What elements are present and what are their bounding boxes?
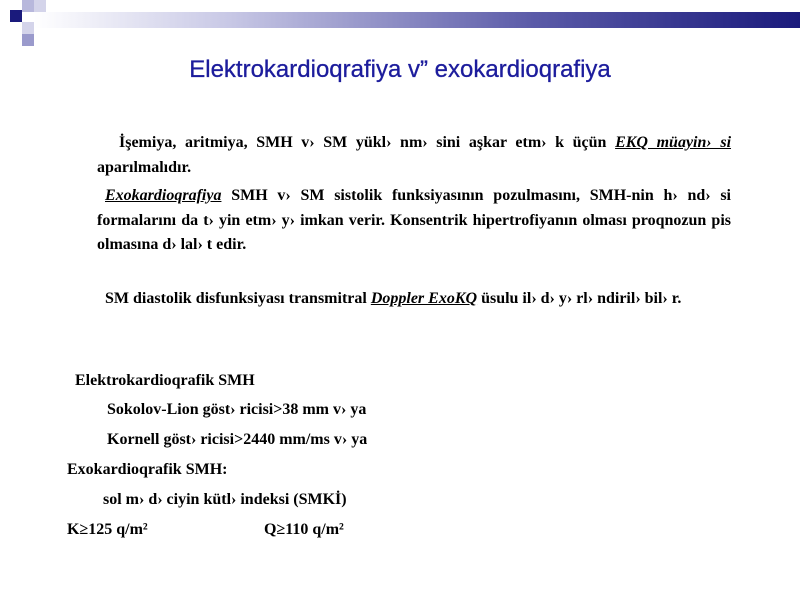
line-kornell: Kornell göst› ricisi>2440 mm/ms v› ya bbox=[107, 431, 368, 448]
term-exokardioqrafiya: Exokardioqrafiya bbox=[105, 187, 222, 204]
line-exo-smh: Exokardioqrafik SMH: bbox=[67, 461, 228, 478]
paragraph-text: aparılmalıdır. bbox=[97, 158, 192, 176]
paragraph-text: SM diastolik disfunksiyası transmitral bbox=[105, 290, 371, 307]
paragraph-text: üsulu il› d› y› rl› ndiril› bil› r. bbox=[477, 290, 682, 307]
line-ekg-smh: Elektrokardioqrafik SMH bbox=[75, 372, 255, 389]
paragraph-doppler bbox=[97, 287, 731, 312]
term-doppler: Doppler ExoKQ bbox=[370, 290, 478, 307]
paragraph-text: İşemiya, aritmiya, SMH v› SM yükl› nm› sini aşkar etm› k üçün bbox=[119, 134, 616, 151]
paragraph-exo bbox=[97, 184, 731, 258]
square-light bbox=[22, 0, 34, 12]
square-light bbox=[34, 0, 46, 12]
paragraph-text: SMH v› SM sistolik funksiyasının pozulmasını, SMH-nin h› nd› si formalarını da t› yin etm› y› imkan verir. Konsentrik hipertrofiyanın olması proqnozun pis olmasına d› lal› t edir. bbox=[97, 187, 731, 253]
criteria-men: K≥125 q/m² bbox=[67, 521, 148, 538]
paragraph-ekg bbox=[97, 131, 731, 180]
term-ekq: EKQ müayin› si bbox=[615, 134, 732, 151]
header-gradient-band bbox=[34, 12, 800, 28]
square-light bbox=[22, 22, 34, 34]
square-dark bbox=[10, 10, 22, 22]
slide-title: Elektrokardioqrafiya v” exokardioqrafiya bbox=[189, 56, 611, 83]
line-smki: sol m› d› ciyin kütl› indeksi (SMKİ) bbox=[103, 491, 347, 508]
criteria-women: Q≥110 q/m² bbox=[264, 521, 344, 538]
square-medium bbox=[22, 34, 34, 46]
line-sokolov: Sokolov-Lion göst› ricisi>38 mm v› ya bbox=[107, 401, 367, 418]
